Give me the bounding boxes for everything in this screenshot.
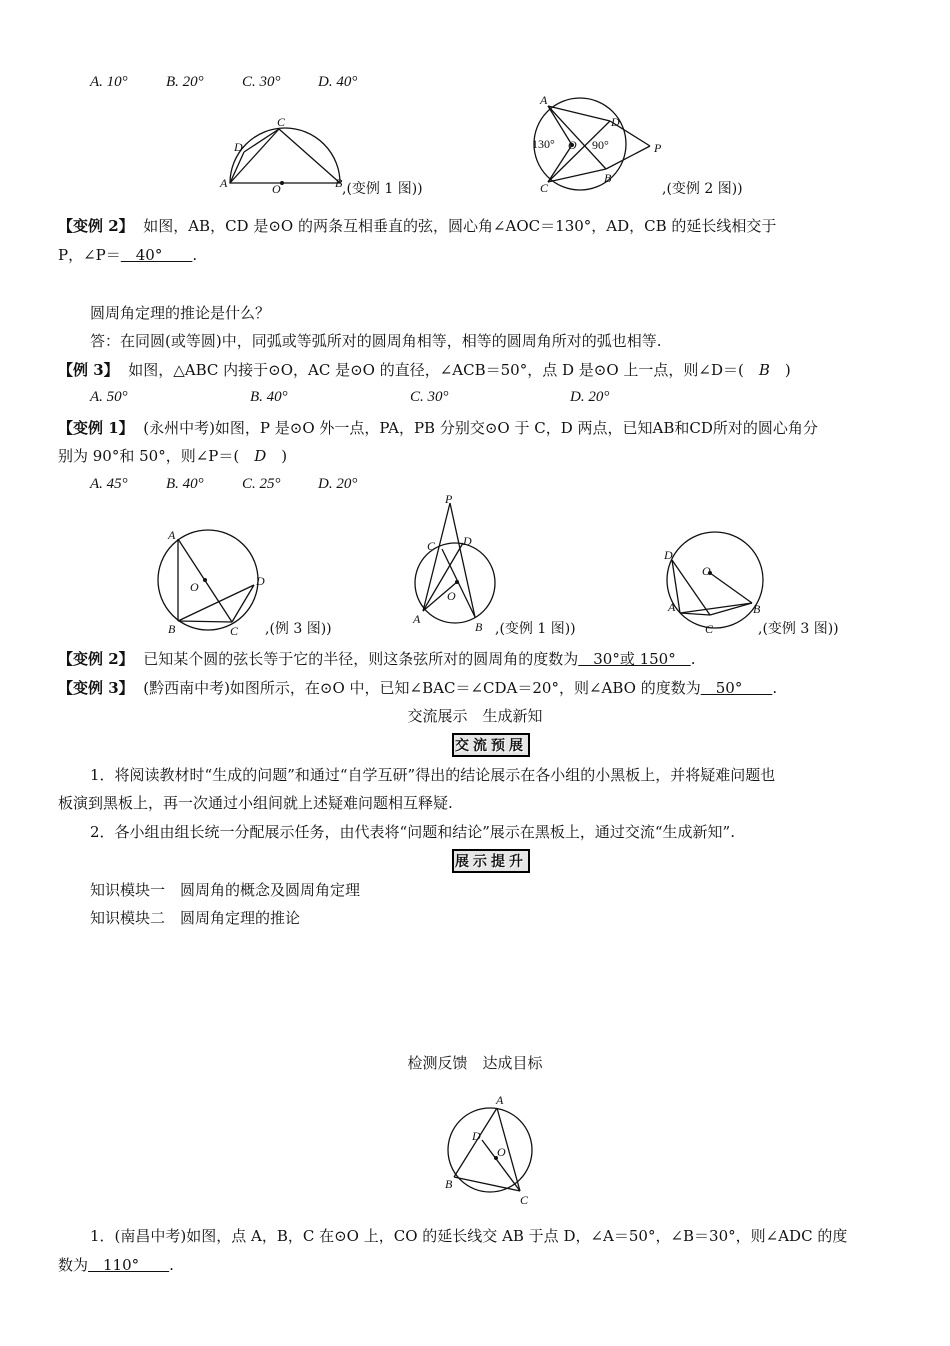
label-d: D — [234, 140, 243, 154]
bianli2-tag: 【变例 2】 — [58, 217, 134, 235]
label-b: B — [168, 622, 176, 636]
bianli1-text2: 别为 90°和 50°，则∠P＝( — [58, 447, 255, 465]
label-angle-130: 130° — [532, 137, 555, 151]
label-p: P — [654, 141, 662, 155]
li3-option-b: B. 40° — [250, 389, 288, 405]
caption-bianli2-top: ,(变例 2 图)) — [662, 181, 743, 197]
label-c: C — [520, 1193, 529, 1207]
label-o: O — [272, 182, 281, 196]
figure-bianli3 — [660, 525, 770, 640]
label-c: C — [705, 622, 714, 636]
bianli1-option-a: A. 45° — [90, 476, 128, 492]
bianli1-text1: (永州中考)如图，P 是⊙O 外一点，PA，PB 分别交⊙O 于 C，D 两点，已知AB和CD所对的圆心角分 — [143, 419, 818, 437]
section-title-feedback: 检测反馈 达成目标 — [407, 1054, 543, 1072]
li3-option-c: C. 30° — [410, 389, 449, 405]
bianli2-line2 — [58, 245, 197, 265]
bianli2-text2: P，∠P＝ — [58, 246, 121, 264]
label-o: O — [190, 580, 199, 594]
p1-line2: 板演到黑板上，再一次通过小组间就上述疑难问题相互释疑. — [58, 794, 453, 812]
label-b: B — [753, 602, 761, 616]
li3-line — [58, 360, 791, 380]
badge-exchange-preview: 交流预展 — [452, 733, 530, 757]
bianli2b-tag: 【变例 2】 — [58, 650, 134, 668]
bianli2b-text: 已知某个圆的弦长等于它的半径，则这条弦所对的圆周角的度数为 — [143, 650, 579, 668]
bianli1-option-d: D. 20° — [318, 476, 358, 492]
bianli2-line1 — [58, 216, 776, 236]
label-d: D — [256, 574, 265, 588]
q1-line2 — [58, 1255, 174, 1275]
label-a: A — [540, 93, 548, 107]
label-o: O — [497, 1145, 506, 1159]
q1-end: . — [169, 1256, 174, 1274]
li3-end: ) — [769, 361, 791, 379]
option-a: A. 10° — [90, 74, 128, 90]
module-1: 知识模块一 圆周角的概念及圆周角定理 — [90, 881, 361, 899]
bianli1-option-c: C. 25° — [242, 476, 281, 492]
figure-li3 — [150, 525, 275, 640]
caption-bianli1-top: ,(变例 1 图)) — [342, 181, 423, 197]
label-o: O — [702, 564, 711, 578]
bianli3-text: (黔西南中考)如图所示，在⊙O 中，已知∠BAC＝∠CDA＝20°，则∠ABO 的度数为 — [143, 679, 701, 697]
label-o: O — [447, 589, 456, 603]
label-a: A — [496, 1093, 504, 1107]
bianli2b-end: . — [690, 650, 696, 668]
li3-text: 如图，△ABC 内接于⊙O，AC 是⊙O 的直径，∠ACB＝50°，点 D 是⊙O 上一点，则∠D＝( — [128, 361, 759, 379]
bianli1-option-b: B. 40° — [166, 476, 204, 492]
bianli1-line1 — [58, 418, 818, 438]
label-a: A — [220, 176, 228, 190]
figure-bianli1-top — [215, 115, 345, 195]
q1-answer: 110° — [88, 1256, 170, 1274]
module-2: 知识模块二 圆周角定理的推论 — [90, 909, 301, 927]
option-c: C. 30° — [242, 74, 281, 90]
label-b: B — [445, 1177, 453, 1191]
bianli2b-line — [58, 649, 696, 669]
label-angle-90: 90° — [592, 138, 609, 152]
label-b: B — [604, 171, 612, 185]
badge-show-improve: 展示提升 — [452, 849, 530, 873]
figure-q1 — [440, 1088, 540, 1213]
option-b: B. 20° — [166, 74, 204, 90]
bianli1-line2 — [58, 446, 287, 466]
label-a: A — [668, 600, 676, 614]
label-d: D — [472, 1129, 481, 1143]
bianli1-tag: 【变例 1】 — [58, 419, 134, 437]
li3-tag: 【例 3】 — [58, 361, 119, 379]
caption-bianli1-mid: ,(变例 1 图)) — [495, 621, 576, 637]
label-c: C — [427, 539, 436, 553]
label-c: C — [540, 181, 549, 195]
li3-option-d: D. 20° — [570, 389, 610, 405]
label-c: C — [277, 115, 286, 129]
label-d: D — [664, 548, 673, 562]
label-d: D — [611, 115, 620, 129]
caption-li3: ,(例 3 图)) — [265, 621, 332, 637]
bianli3-answer: 50° — [700, 679, 773, 697]
bianli1-end: ) — [266, 447, 288, 465]
label-a: A — [413, 612, 421, 626]
label-c: C — [230, 624, 239, 638]
label-a: A — [168, 528, 176, 542]
caption-bianli3: ,(变例 3 图)) — [758, 621, 839, 637]
label-p: P — [445, 492, 453, 506]
p1-line1: 1．将阅读教材时“生成的问题”和通过“自学互研”得出的结论展示在各小组的小黑板上，并将疑难问题也 — [90, 766, 776, 784]
bianli3-tag: 【变例 3】 — [58, 679, 134, 697]
bianli3-end: . — [772, 679, 778, 697]
bianli2b-answer: 30°或 150° — [578, 650, 691, 668]
figure-bianli2-top — [520, 92, 670, 202]
li3-option-a: A. 50° — [90, 389, 128, 405]
q1-text2: 数为 — [58, 1256, 89, 1274]
label-b: B — [475, 620, 483, 634]
label-b: B — [335, 176, 343, 190]
li3-answer: B — [758, 361, 770, 379]
label-o: O — [568, 138, 577, 152]
section-title-exchange: 交流展示 生成新知 — [407, 707, 543, 725]
bianli2-end: . — [192, 246, 198, 264]
bianli1-answer: D — [254, 447, 267, 465]
bianli2-text1: 如图，AB，CD 是⊙O 的两条互相垂直的弦，圆心角∠AOC＝130°，AD，CB 的延长线相交于 — [143, 217, 777, 235]
bianli3-line — [58, 678, 777, 698]
label-d: D — [463, 534, 472, 548]
option-d: D. 40° — [318, 74, 358, 90]
q1-line1: 1．(南昌中考)如图，点 A，B，C 在⊙O 上，CO 的延长线交 AB 于点 D，∠A＝50°，∠B＝30°，则∠ADC 的度 — [90, 1227, 848, 1245]
bianli2-answer: 40° — [120, 246, 193, 264]
answer-line: 答：在同圆(或等圆)中，同弧或等弧所对的圆周角相等，相等的圆周角所对的弧也相等. — [90, 332, 662, 350]
question: 圆周角定理的推论是什么？ — [90, 304, 271, 322]
p2-line: 2．各小组由组长统一分配展示任务，由代表将“问题和结论”展示在黑板上，通过交流“生成新知”. — [90, 823, 735, 841]
